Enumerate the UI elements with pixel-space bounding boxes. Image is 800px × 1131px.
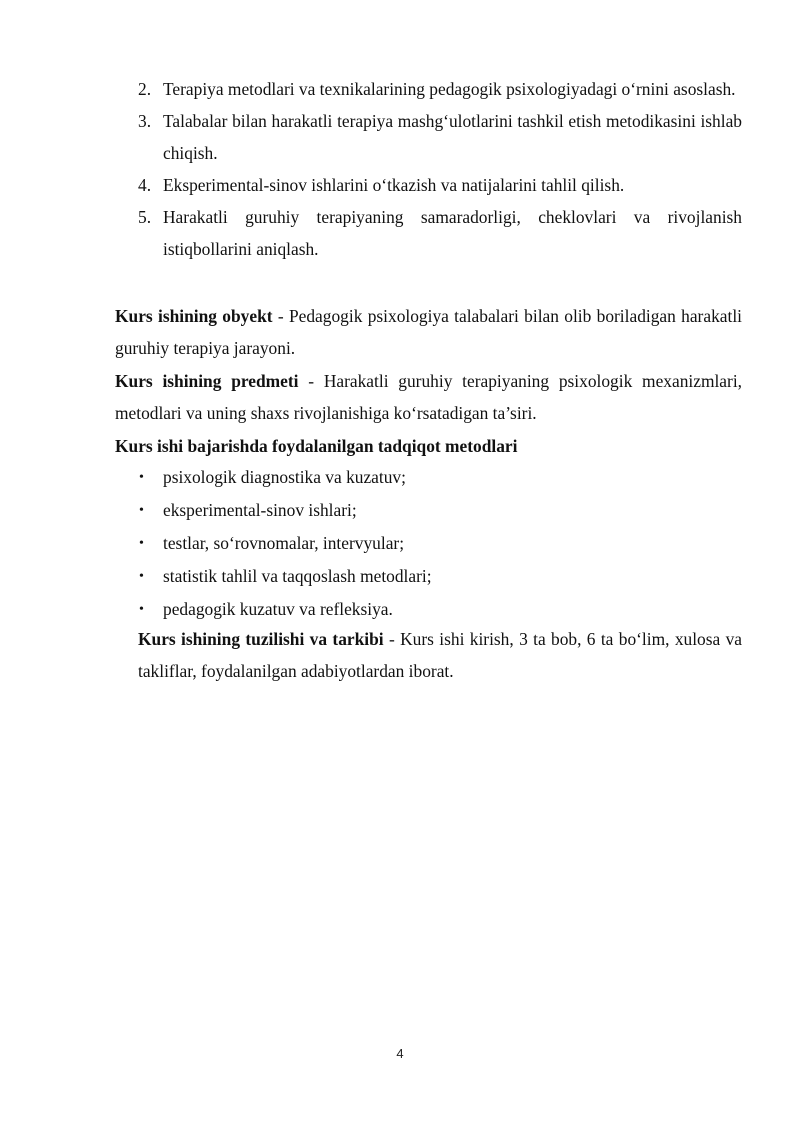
tuzilish-separator: - [383,629,401,649]
list-item-text: pedagogik kuzatuv va refleksiya. [163,599,393,619]
list-item [138,494,742,527]
list-item-number: 4. [138,175,152,195]
list-item [138,169,742,201]
obyekt-text: Pedagogik psixologiya talabalari bilan olib boriladigan harakatli guruhiy terapiya jarayoni. [115,306,742,358]
list-item [138,105,742,169]
obyekt-paragraph [115,300,742,364]
bullet-icon: • [139,470,144,485]
list-item-text: psixologik diagnostika va kuzatuv; [163,467,406,487]
list-item-number: 2. [138,79,152,99]
list-item [138,560,742,593]
bullet-icon: • [139,602,144,617]
list-item-text: testlar, so‘rovnomalar, intervyular; [163,533,405,553]
list-item-text: Harakatli guruhiy terapiyaning samaradorligi, cheklovlari va rivojlanish istiqbollarini aniqlash. [163,207,742,259]
list-item-text: eksperimental-sinov ishlari; [163,500,357,520]
obyekt-separator: - [272,306,289,326]
tuzilish-paragraph [138,623,742,687]
list-item [138,73,742,105]
bullet-icon: • [139,569,144,584]
tuzilish-label: Kurs ishining tuzilishi va tarkibi [138,629,384,649]
bullet-icon: • [139,503,144,518]
list-item-number: 3. [138,111,152,131]
methods-list [138,461,742,626]
list-item [138,527,742,560]
list-item-text: Terapiya metodlari va texnikalarining pedagogik psixologiyadagi o‘rnini asoslash. [163,79,736,99]
predmet-label: Kurs ishining predmeti [115,371,299,391]
list-item-number: 5. [138,207,152,227]
bullet-icon: • [139,536,144,551]
list-item-text: statistik tahlil va taqqoslash metodlari; [163,566,432,586]
list-item [138,593,742,626]
numbered-list [138,73,742,265]
methods-heading: Kurs ishi bajarishda foydalanilgan tadqiqot metodlari [115,436,518,456]
predmet-text: Harakatli guruhiy terapiyaning psixologik mexanizmlari, metodlari va uning shaxs rivojlanishiga ko‘rsatadigan ta’siri. [115,371,742,423]
predmet-paragraph [115,365,742,429]
obyekt-label: Kurs ishining obyekt [115,306,273,326]
list-item [138,201,742,265]
page-number: 4 [396,1046,404,1061]
predmet-separator: - [298,371,324,391]
list-item-text: Talabalar bilan harakatli terapiya mashg‘ulotlarini tashkil etish metodikasini ishlab chiqish. [163,111,742,163]
tuzilish-text: Kurs ishi kirish, 3 ta bob, 6 ta bo‘lim, xulosa va takliflar, foydalanilgan adabiyotlardan iborat. [138,629,742,681]
list-item [138,461,742,494]
list-item-text: Eksperimental-sinov ishlarini o‘tkazish va natijalarini tahlil qilish. [163,175,625,195]
